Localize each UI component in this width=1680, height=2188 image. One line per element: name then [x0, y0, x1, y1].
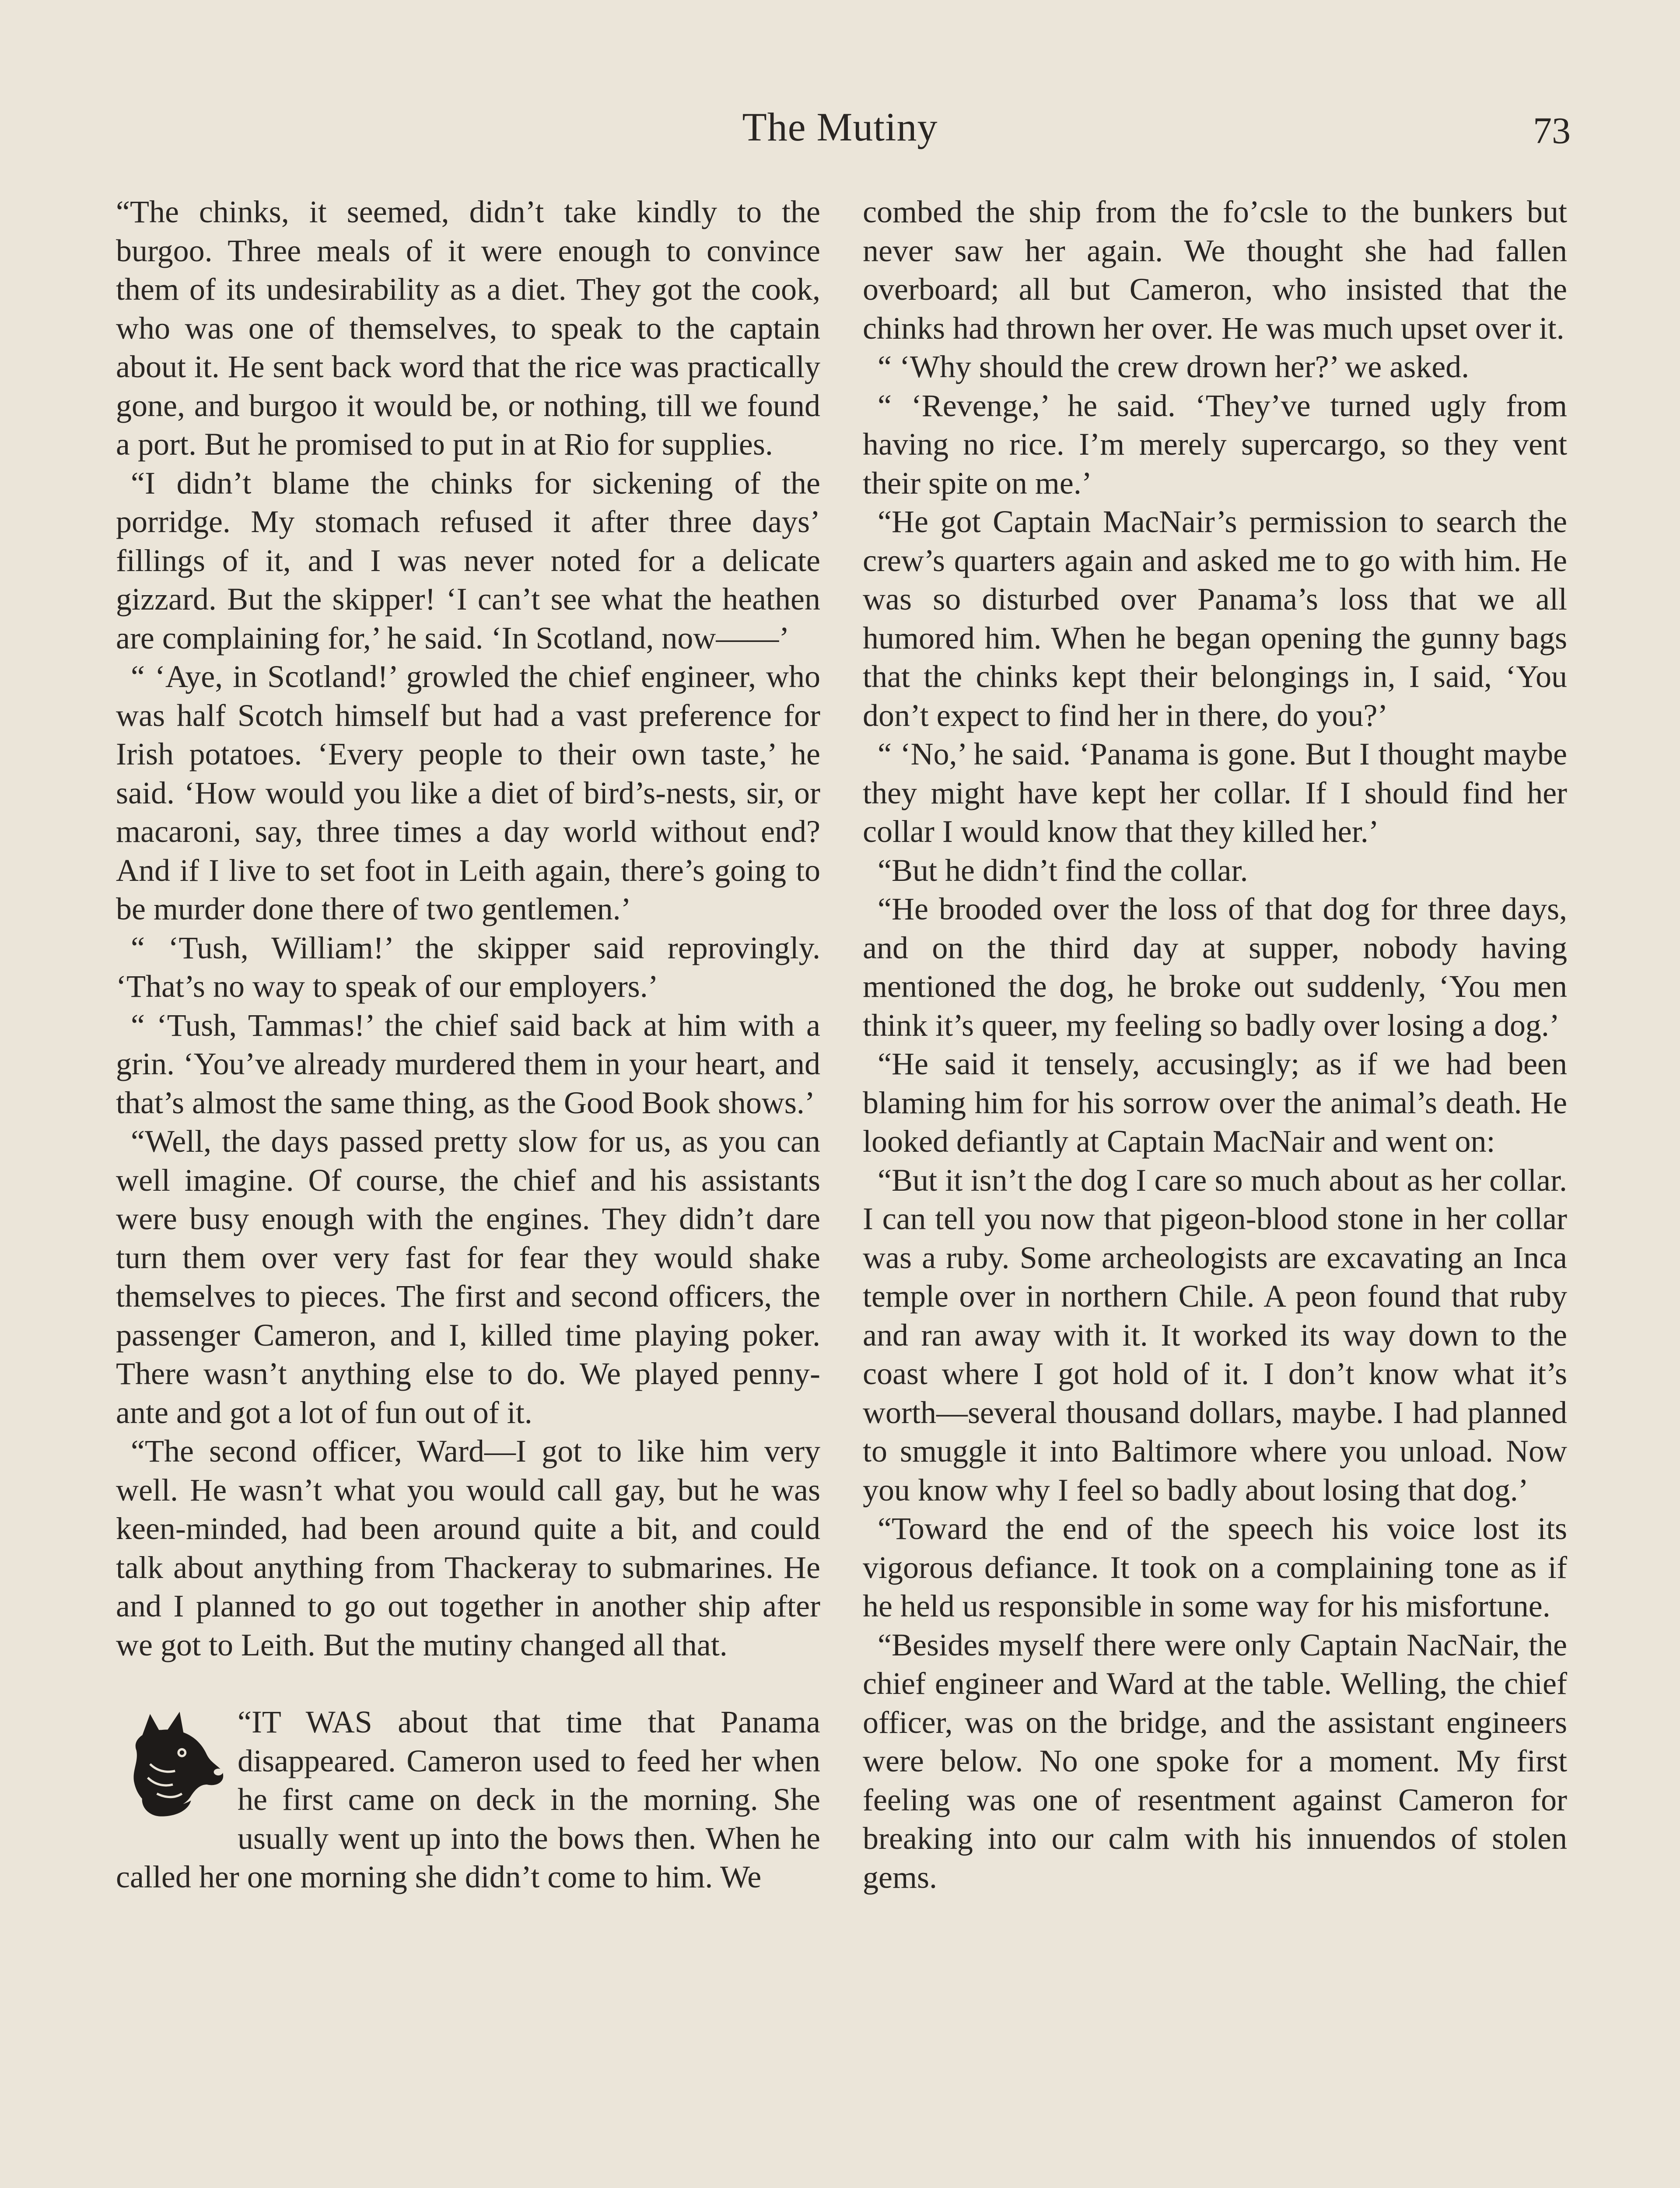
running-title: The Mutiny — [742, 105, 938, 149]
paragraph: “He got Captain MacNair’s permission to search the crew’s quarters again and asked me to go with him. He was so disturbed over Panama’s loss that we all humored him. When he began opening the gunny bags that the chinks kept their belongings in, I said, ‘You don’t expect to find her in there, do you?’ — [863, 504, 1567, 733]
paragraph: “But he didn’t find the collar. — [878, 852, 1248, 888]
paragraph: “ ‘Tush, William!’ the skipper said reprovingly. ‘That’s no way to speak of our employers.’ — [116, 930, 820, 1004]
paragraph: “The chinks, it seemed, didn’t take kindly to the burgoo. Three meals of it were enough to convince them of its undesirability as a diet. They got the cook, who was one of themselves, to speak to the captain about it. He sent back word that the rice was practically gone, and burgoo it would be, or nothing, till we found a port. But he promised to put in at Rio for supplies. — [116, 194, 820, 462]
page-header — [0, 101, 1680, 162]
page-number: 73 — [1533, 109, 1571, 151]
paragraph: “I didn’t blame the chinks for sickening of the porridge. My stomach refused it after three days’ fillings of it, and I was never noted for a delicate gizzard. But the skipper! ‘I can’t see what the heathen are complaining for,’ he said. ‘In Scotland, now——’ — [116, 465, 820, 656]
section-opening — [116, 1703, 820, 1897]
paragraph: “ ‘No,’ he said. ‘Panama is gone. But I thought maybe they might have kept her collar. If I should find her collar I would know that they killed her.’ — [863, 736, 1567, 849]
paragraph: “The second officer, Ward—I got to like him very well. He wasn’t what you would call gay, but he was keen-minded, had been around quite a bit, and could talk about anything from Thackeray to submarines. He and I planned to go out together in another ship after we got to Leith. But the mutiny changed all that. — [116, 1434, 820, 1662]
paragraph: “IT WAS about that time that Panama disappeared. Cameron used to feed her when he first came on deck in the morning. She usually went up into the bows then. When he called her one morning she didn’t come to him. We — [116, 1704, 820, 1894]
left-column — [116, 193, 820, 1897]
paragraph: “ ‘Why should the crew drown her?’ we asked. — [878, 349, 1470, 384]
paragraph: “Well, the days passed pretty slow for us, as you can well imagine. Of course, the chief and his assistants were busy enough with the engines. They didn’t dare turn them over very fast for fear they would shake themselves to pieces. The first and second officers, the passenger Cameron, and I, killed time playing poker. There wasn’t anything else to do. We played penny-ante and got a lot of fun out of it. — [116, 1124, 820, 1430]
paragraph: combed the ship from the fo’csle to the bunkers but never saw her again. We thought she had fallen overboard; all but Cameron, who insisted that the chinks had thrown her over. He was much upset over it. — [863, 194, 1567, 346]
paragraph: “But it isn’t the dog I care so much about as her collar. I can tell you now that pigeon-blood stone in her collar was a ruby. Some archeologists are excavating an Inca temple over in northern Chile. A peon found that ruby and ran away with it. It worked its way down to the coast where I got hold of it. I don’t know what it’s worth—several thousand dollars, maybe. I had planned to smuggle it into Baltimore where you unload. Now you know why I feel so badly about losing that dog.’ — [863, 1162, 1567, 1508]
paragraph: “He said it tensely, accusingly; as if we had been blaming him for his sorrow over the animal’s death. He looked defiantly at Captain MacNair and went on: — [863, 1046, 1567, 1159]
paragraph: “ ‘Tush, Tammas!’ the chief said back at him with a grin. ‘You’ve already murdered them in your heart, and that’s almost the same thing, as the Good Book shows.’ — [116, 1007, 820, 1120]
paragraph: “Besides myself there were only Captain NacNair, the chief engineer and Ward at the table. Welling, the chief officer, was on the bridge, and the assistant engineers were below. No one spoke for a moment. My first feeling was one of resentment against Cameron for breaking into our calm with his innuendos of stolen gems. — [863, 1627, 1567, 1895]
paragraph: “He brooded over the loss of that dog for three days, and on the third day at supper, nobody having mentioned the dog, he broke out suddenly, ‘You men think it’s queer, my feeling so badly over losing a dog.’ — [863, 891, 1567, 1043]
paragraph: “ ‘Aye, in Scotland!’ growled the chief engineer, who was half Scotch himself but had a vast preference for Irish potatoes. ‘Every people to their own taste,’ he said. ‘How would you like a diet of bird’s-nests, sir, or macaroni, say, three times a day world without end? And if I live to set foot in Leith again, there’s going to be murder done there of two gentlemen.’ — [116, 659, 820, 926]
right-column — [863, 193, 1567, 1897]
dog-head-icon — [116, 1704, 230, 1819]
paragraph: “Toward the end of the speech his voice lost its vigorous defiance. It took on a complaining tone as if he held us responsible in some way for his misfortune. — [863, 1511, 1567, 1623]
paragraph: “ ‘Revenge,’ he said. ‘They’ve turned ugly from having no rice. I’m merely supercargo, so they vent their spite on me.’ — [863, 388, 1567, 501]
